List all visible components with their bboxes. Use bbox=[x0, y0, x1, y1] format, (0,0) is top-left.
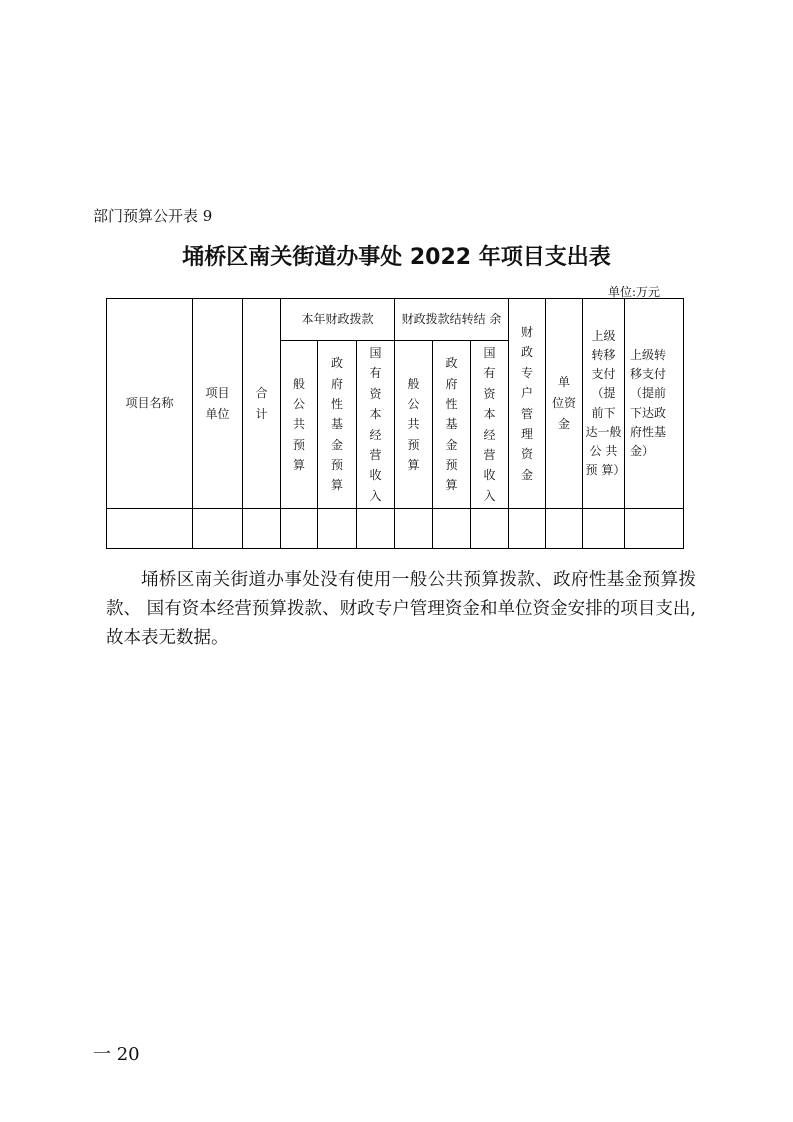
document-title: 埇桥区南关街道办事处 2022 年项目支出表 bbox=[182, 245, 611, 270]
no-data-note: 埇桥区南关街道办事处没有使用一般公共预算拨款、政府性基金预算拨款、 国有资本经营预算拨款、财政专户管理资金和单位资金安排的项目支出,故本表无数据。 bbox=[106, 570, 696, 648]
table-cell bbox=[546, 509, 583, 549]
header-general-budget-carryover: 般公共预算 bbox=[395, 341, 433, 509]
header-state-capital-income-carryover: 国有资本经营收入 bbox=[471, 341, 509, 509]
header-general-budget: 般公共预算 bbox=[281, 341, 318, 509]
header-gov-fund-budget: 政府性基金预算 bbox=[318, 341, 357, 509]
header-unit-funds: 单 位资 金 bbox=[546, 299, 583, 509]
table-cell bbox=[395, 509, 433, 549]
header-project-unit: 项目 单位 bbox=[193, 299, 243, 509]
header-carryover-appropriation: 财政拨款结转结 余 bbox=[395, 299, 509, 341]
project-expenditure-table bbox=[106, 298, 684, 549]
table-cell bbox=[107, 509, 193, 549]
unit-label: 单位:万元 bbox=[608, 285, 661, 299]
table-cell bbox=[318, 509, 357, 549]
header-gov-fund-budget-carryover: 政府性基金预算 bbox=[433, 341, 471, 509]
header-current-year-appropriation: 本年财政拨款 bbox=[281, 299, 395, 341]
table-cell bbox=[193, 509, 243, 549]
page-number: 一 20 bbox=[93, 1044, 140, 1065]
header-special-account-funds: 财政专户管理资金 bbox=[509, 299, 546, 509]
table-cell bbox=[433, 509, 471, 549]
table-cell bbox=[583, 509, 625, 549]
header-state-capital-income: 国有资本经营收入 bbox=[357, 341, 395, 509]
table-cell bbox=[243, 509, 281, 549]
table-row bbox=[107, 509, 684, 549]
table-cell bbox=[471, 509, 509, 549]
header-transfer-general-budget: 上级 转移 支付（提 前下 达一般公 共预 算） bbox=[583, 299, 625, 509]
table-cell bbox=[281, 509, 318, 549]
table-cell bbox=[357, 509, 395, 549]
table-cell bbox=[625, 509, 684, 549]
header-transfer-gov-fund: 上级转 移支付（提前 下达政 府性基金） bbox=[625, 299, 684, 509]
header-project-name: 项目名称 bbox=[107, 299, 193, 509]
table-cell bbox=[509, 509, 546, 549]
header-total: 合计 bbox=[243, 299, 281, 509]
table-number-label: 部门预算公开表 9 bbox=[93, 207, 213, 225]
